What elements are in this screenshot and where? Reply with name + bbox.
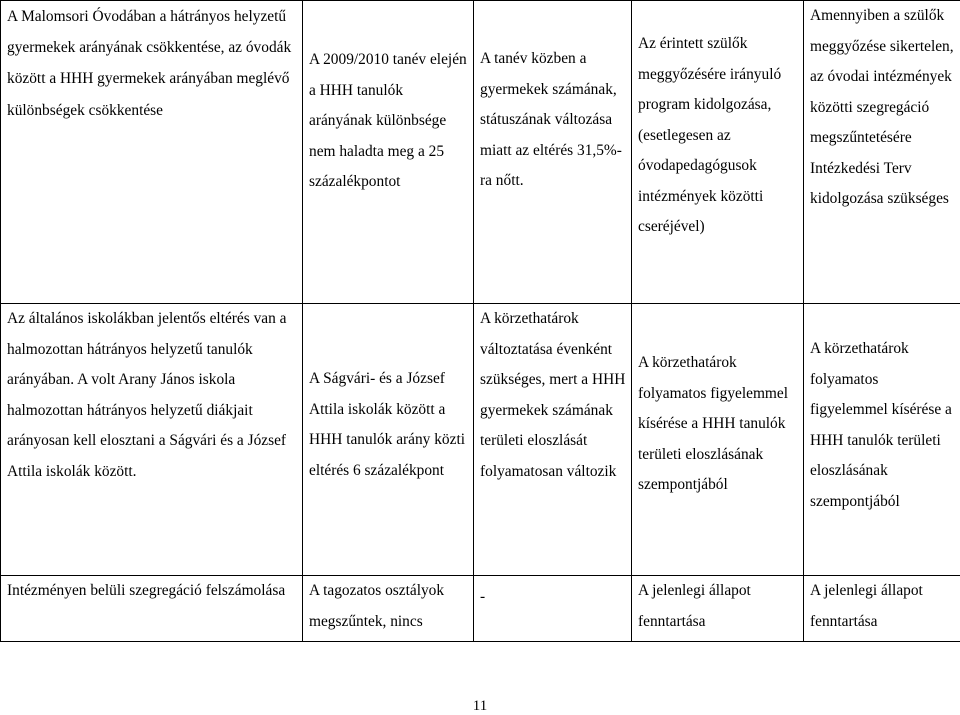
table-cell-action: A jelenlegi állapot fenntartása xyxy=(632,576,804,642)
table-row xyxy=(1,1,960,304)
table-cell-goal: A Malomsori Óvodában a hátrányos helyzetű gyermekek arányának csökkentése, az óvodák között a HHH gyermekek arányában meglévő különbségek csökkentése xyxy=(1,1,303,304)
table-cell-status: A tagozatos osztályok megszűntek, nincs xyxy=(303,576,474,642)
table-cell-action: A körzethatárok folyamatos figyelemmel kísérése a HHH tanulók területi eloszlásának szempontjából xyxy=(632,304,804,576)
table-cell-status: A 2009/2010 tanév elején a HHH tanulók arányának különbsége nem haladta meg a 25 százalékpontot xyxy=(303,1,474,304)
table-cell-plan: A jelenlegi állapot fenntartása xyxy=(804,576,960,642)
table-cell-plan: Amennyiben a szülők meggyőzése sikertelen, az óvodai intézmények közötti szegregáció megszűntetésére Intézkedési Terv kidolgozása szükséges xyxy=(804,1,960,304)
page-number: 11 xyxy=(472,698,488,714)
table-cell-change: - xyxy=(474,576,632,642)
table-cell-action: Az érintett szülők meggyőzésére irányuló program kidolgozása, (esetlegesen az óvodapedagógusok intézmények közötti cseréjével) xyxy=(632,1,804,304)
table-cell-goal: Az általános iskolákban jelentős eltérés van a halmozottan hátrányos helyzetű tanulók arányában. A volt Arany János iskola halmozottan hátrányos helyzetű diákjait arányosan kell elosztani a Ságvári és a József Attila iskolák között. xyxy=(1,304,303,576)
table-cell-change: A tanév közben a gyermekek számának, státuszának változása miatt az eltérés 31,5%-ra nőtt. xyxy=(474,1,632,304)
table-cell-plan: A körzethatárok folyamatos figyelemmel kísérése a HHH tanulók területi eloszlásának szempontjából xyxy=(804,304,960,576)
table-row xyxy=(1,576,960,642)
table-cell-status: A Ságvári- és a József Attila iskolák között a HHH tanulók arány közti eltérés 6 százalékpont xyxy=(303,304,474,576)
table-cell-goal: Intézményen belüli szegregáció felszámolása xyxy=(1,576,303,642)
table-cell-change: A körzethatárok változtatása évenként szükséges, mert a HHH gyermekek számának területi eloszlását folyamatosan változik xyxy=(474,304,632,576)
table-row xyxy=(1,304,960,576)
